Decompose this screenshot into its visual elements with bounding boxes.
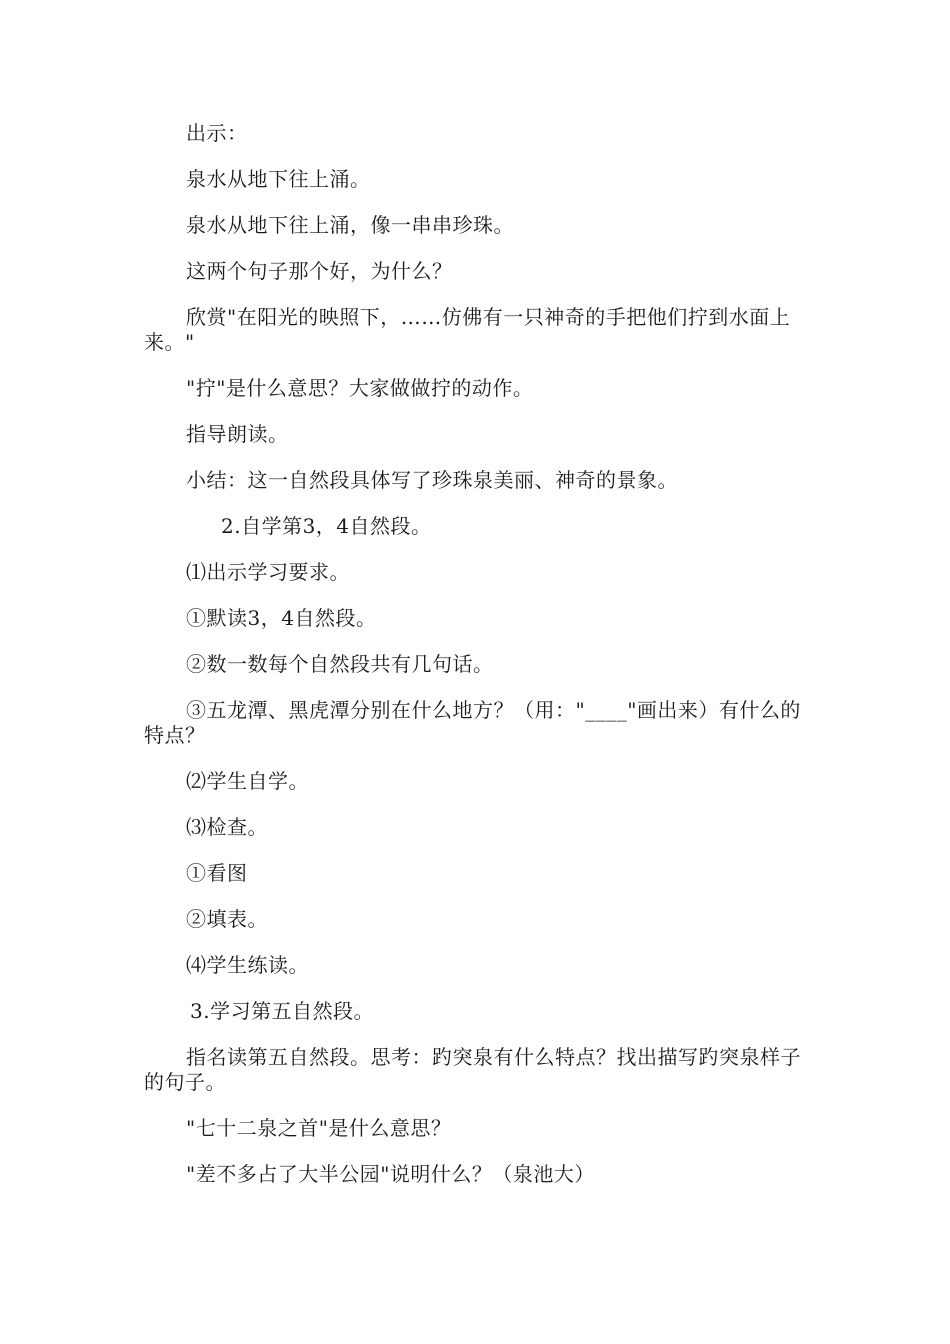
paragraph-sentence-1: 泉水从地下往上涌。 [186, 167, 371, 191]
paragraph-read-fifth: 指名读第五自然段。思考：趵突泉有什么特点？找出描写趵突泉样子的句子。 [144, 1045, 801, 1094]
paragraph-step-3: ⑶检查。 [186, 815, 268, 839]
paragraph-check-2: ②填表。 [186, 907, 268, 931]
paragraph-step-4: ⑷学生练读。 [186, 953, 309, 977]
paragraph-sentence-2: 泉水从地下往上涌，像一串串珍珠。 [186, 213, 514, 237]
paragraph-section-2-heading: 2.自学第3，4自然段。 [221, 514, 432, 538]
paragraph-appreciate: 欣赏"在阳光的映照下，……仿佛有一只神奇的手把他们拧到水面上来。" [144, 305, 791, 354]
document-body [144, 121, 808, 1208]
paragraph-step-2: ⑵学生自学。 [186, 769, 309, 793]
paragraph-summary: 小结：这一自然段具体写了珍珠泉美丽、神奇的景象。 [186, 468, 678, 492]
paragraph-req-2: ②数一数每个自然段共有几句话。 [186, 652, 494, 676]
paragraph-section-3-heading: 3.学习第五自然段。 [190, 999, 375, 1023]
paragraph-72-springs: "七十二泉之首"是什么意思？ [186, 1116, 452, 1140]
paragraph-step-1: ⑴出示学习要求。 [186, 560, 350, 584]
paragraph-show: 出示： [186, 121, 248, 145]
paragraph-twist-meaning: "拧"是什么意思？大家做做拧的动作。 [186, 376, 534, 400]
paragraph-question-compare: 这两个句子那个好，为什么？ [186, 259, 453, 283]
paragraph-req-1: ①默读3，4自然段。 [186, 606, 377, 630]
paragraph-half-park: "差不多占了大半公园"说明什么？（泉池大） [186, 1162, 595, 1186]
paragraph-check-1: ①看图 [186, 861, 248, 885]
paragraph-req-3: ③五龙潭、黑虎潭分别在什么地方？（用："____"画出来）有什么的特点？ [144, 698, 801, 747]
paragraph-guided-reading: 指导朗读。 [186, 422, 289, 446]
